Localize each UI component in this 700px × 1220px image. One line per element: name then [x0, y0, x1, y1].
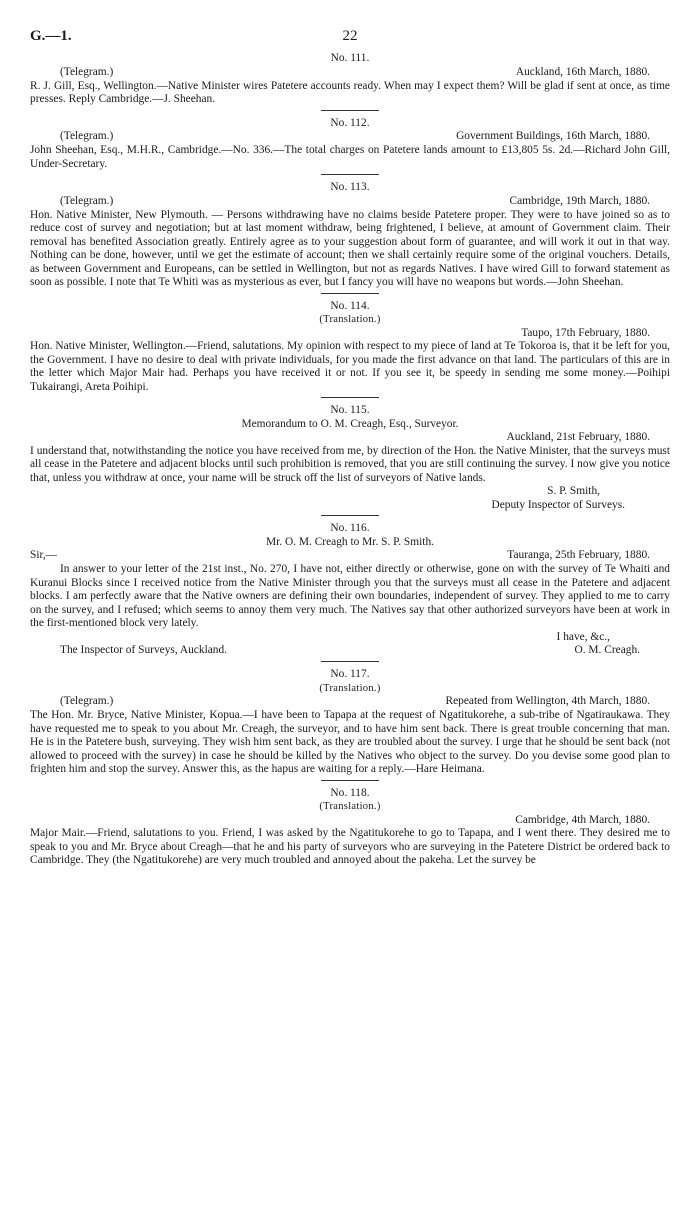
- letter-signoff: [30, 644, 670, 658]
- letter-heading: [30, 549, 670, 563]
- section-divider: [321, 515, 379, 516]
- letter-117: [30, 668, 670, 777]
- letter-text: Hon. Native Minister, Wellington.—Friend, salutations. My opinion with respect to my piece of land at Te Tokoroa is, that it be left for you, the Government. I have no desire to deal with private individuals, for you made the first advance on that land. The particulars of this are in the letter which Major Mair had. Perhaps you have received it or not. If you see it, be speedy in sending me some money.—Poihipi Tukairangi, Areta Poihipi.: [30, 340, 670, 393]
- letter-place-date: Cambridge, 4th March, 1880.: [515, 813, 650, 826]
- letter-place-date: Cambridge, 19th March, 1880.: [509, 194, 650, 207]
- letter-text: The Hon. Mr. Bryce, Native Minister, Kopua.—I have been to Tapapa at the request of Ngatitukorehe, a sub-tribe of Ngatiraukawa. They have requested me to speak to you about Mr. Creagh, the surveyor, and to have him sent back. There is great trouble concerning that man. He is in the Patetere bush, surveying. They wish him sent back, as they are troubled about the survey. I urge that he should be sent back (not allowed to proceed with the survey) in case he should be killed by the Natives who object to the survey. Do you devise some good plan to frighten him and stop the survey. Answer this, as the hapus are waiting for a reply.—Hare Heimana.: [30, 709, 670, 775]
- letter-text: R. J. Gill, Esq., Wellington.—Native Minister wires Patetere accounts ready. When may I expect them? Will be glad if sent at once, as time presses. Reply Cambridge.—J. Sheehan.: [30, 79, 670, 105]
- letter-kind: (Telegram.): [60, 194, 114, 207]
- section-divider: [321, 780, 379, 781]
- letter-113: [30, 181, 670, 290]
- letter-place-date: Government Buildings, 16th March, 1880.: [456, 130, 650, 142]
- section-divider: [321, 110, 379, 111]
- letter-kind: (Telegram.): [60, 130, 114, 142]
- section-divider: [321, 174, 379, 175]
- letter-number: No. 116.: [330, 522, 370, 534]
- letter-112: [30, 117, 670, 172]
- page-number: 22: [342, 28, 358, 44]
- letter-number: No. 117.: [330, 668, 370, 680]
- letter-text: In answer to your letter of the 21st inst., No. 270, I have not, either directly or otherwise, gone on with the survey of Te Whaiti and Kuranui Blocks since I received notice from the Native Minister through you that the surveys must all cease in the Patetere and adjacent blocks. I am perfectly aware that the Native owners are defining their own boundaries, independent of survey. They applied to me to carry on the survey, and I refused; which seems to annoy them very much. The Natives say that other authorized surveyors have been at work in the first-mentioned block very lately.: [30, 563, 670, 629]
- letter-kind: (Telegram.): [60, 65, 114, 78]
- section-divider: [321, 661, 379, 662]
- letter-number: No. 113.: [330, 181, 370, 193]
- letter-number: No. 115.: [330, 404, 370, 416]
- section-divider: [321, 293, 379, 294]
- letter-text: I understand that, notwithstanding the notice you have received from me, by direction of the Hon. the Native Minister, that the surveys must all cease in the Patetere and adjacent blocks until such prohibition is removed, that you are still continuing the survey. I now give you notice that, unless you withdraw at once, your name will be struck off the list of surveyors of Native lands.: [30, 444, 670, 484]
- letter-number: No. 111.: [330, 52, 370, 64]
- letter-number: No. 112.: [330, 116, 370, 129]
- letter-heading: [30, 66, 670, 80]
- letter-heading: [30, 695, 670, 709]
- signature-name: S. P. Smith,: [547, 485, 600, 497]
- page-header: [30, 30, 670, 52]
- letter-115: [30, 404, 670, 512]
- memo-heading: Memorandum to O. M. Creagh, Esq., Surveyor.: [241, 417, 459, 430]
- letter-place-date: Taupo, 17th February, 1880.: [521, 326, 650, 339]
- letter-number: No. 118.: [330, 786, 370, 799]
- letter-place-date: Auckland, 16th March, 1880.: [515, 65, 650, 78]
- letter-subheading: (Translation.): [319, 314, 381, 325]
- salutation: Sir,—: [30, 549, 58, 561]
- memo-heading: Mr. O. M. Creagh to Mr. S. P. Smith.: [265, 535, 435, 548]
- letter-111: [30, 52, 670, 107]
- letter-heading: [30, 195, 670, 209]
- letter-place-date: Repeated from Wellington, 4th March, 1880.: [445, 695, 650, 707]
- letter-subheading: (Translation.): [319, 682, 381, 694]
- document-reference: G.—1.: [30, 28, 72, 44]
- letter-text: Hon. Native Minister, New Plymouth. — Persons withdrawing have no claims beside Patetere proper. They were to have joined so as to reduce cost of survey and negotiation; but at last moment withdraw, being frightened, I believe, at amount of Government claim. Their removal has benefited Association greatly. Entirely agree as to your suggestion about form of guarantee, and will work it out in that way. Nothing can be done, however, until we get the estimate of account; then we shall certainly require some of the original vouchers. Details, as between Government and Europeans, can be settled in Wellington, but not as regards Natives. I have wired Gill to forward statement as soon as possible. I note that Te Whiti was as mysterious as ever, but I fancy you will have no weapons but words.—John Sheehan.: [30, 208, 670, 288]
- letter-closing: I have, &c.,: [556, 630, 610, 643]
- letter-114: [30, 300, 670, 395]
- letter-subheading: (Translation.): [319, 801, 381, 812]
- letter-text: Major Mair.—Friend, salutations to you. Friend, I was asked by the Ngatitukorehe to go to Tapapa, and I went there. They desired me to speak to you and Mr. Bryce about Creagh—that he and his party of surveyors who are surveying in the Patetere District be ordered back to Cambridge. They (the Ngatitukorehe) are very much troubled and annoyed about the pakeha. Let the survey be: [30, 827, 670, 866]
- letter-place-date: Tauranga, 25th February, 1880.: [507, 549, 650, 561]
- section-divider: [321, 397, 379, 398]
- letter-number: No. 114.: [330, 299, 370, 312]
- letter-118: [30, 787, 670, 868]
- signature-title: Deputy Inspector of Surveys.: [491, 498, 625, 511]
- letter-heading: [30, 130, 670, 144]
- letter-place-date: Auckland, 21st February, 1880.: [506, 431, 650, 443]
- document-page: [30, 30, 670, 868]
- addressee: The Inspector of Surveys, Auckland.: [60, 644, 228, 656]
- letter-kind: (Telegram.): [60, 695, 114, 707]
- letter-116: [30, 522, 670, 658]
- letter-text: John Sheehan, Esq., M.H.R., Cambridge.—No. 336.—The total charges on Patetere lands amount to £13,805 5s. 2d.—Richard John Gill, Under-Secretary.: [30, 144, 670, 170]
- signature-name: O. M. Creagh.: [574, 644, 640, 656]
